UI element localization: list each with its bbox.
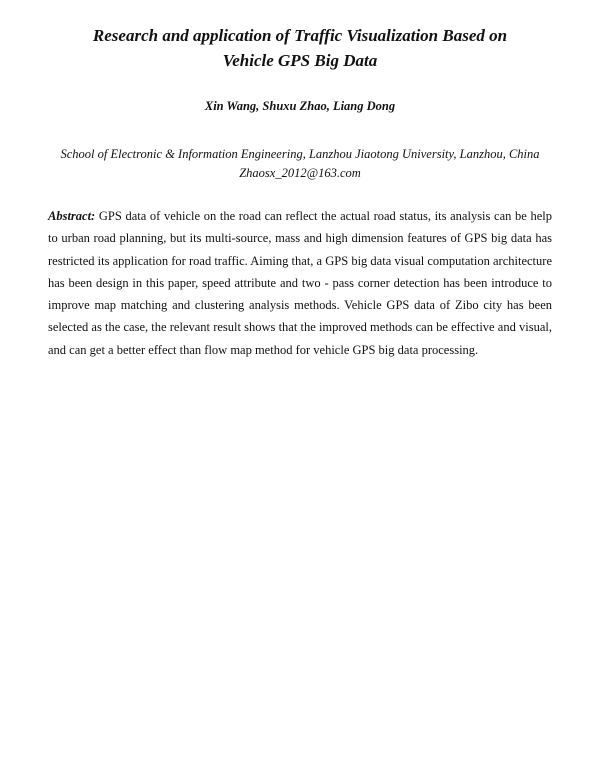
paper-affiliation: School of Electronic & Information Engineering, Lanzhou Jiaotong University, Lanzhou, China [60, 147, 540, 162]
abstract-text: GPS data of vehicle on the road can reflect the actual road status, its analysis can be help to urban road planning, but its multi-source, mass and high dimension features of GPS big data has restricted its application for road traffic. Aiming that, a GPS big data visual computation architecture has been design in this paper, speed attribute and two - pass corner detection has been introduce to improve map matching and clustering analysis methods. Vehicle GPS data of Zibo city has been selected as the case, the relevant result shows that the improved methods can be effective and visual, and can get a better effect than flow map method for vehicle GPS big data processing. [48, 209, 552, 357]
paper-email: Zhaosx_2012@163.com [239, 166, 361, 181]
paper-title: Research and application of Traffic Visualization Based on Vehicle GPS Big Data [92, 26, 508, 70]
paper-authors: Xin Wang, Shuxu Zhao, Liang Dong [204, 99, 396, 114]
paper-abstract [48, 205, 552, 361]
abstract-label: Abstract: [48, 209, 96, 224]
